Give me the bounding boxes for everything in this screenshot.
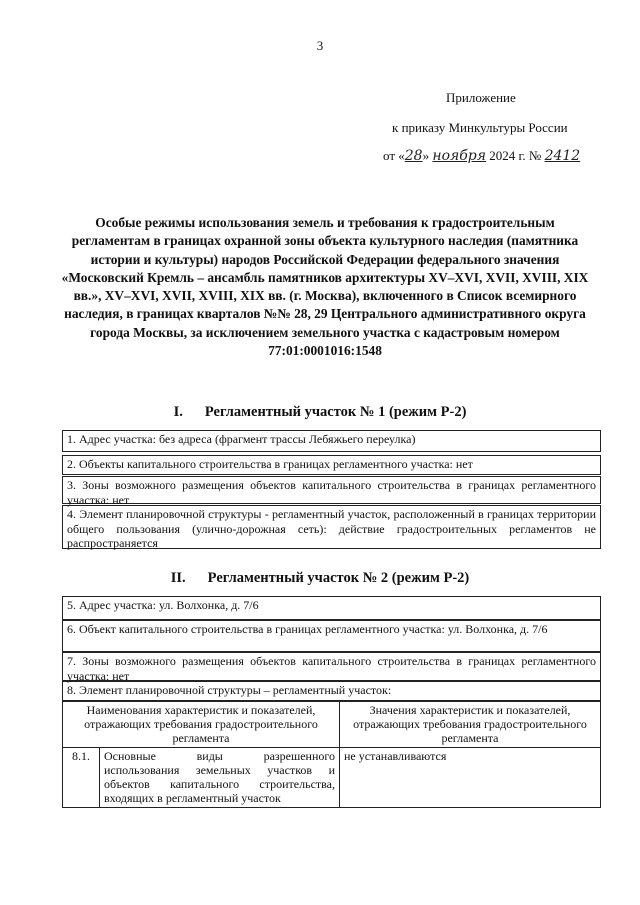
section-2-row-8: 8. Элемент планировочной структуры – регламентный участок:	[62, 681, 601, 701]
table-header-values: Значения характеристик и показателей, отражающих требования градостроительного регламента	[340, 702, 601, 748]
table-row-value: не устанавливаются	[340, 747, 601, 807]
section-1-row-3: 3. Зоны возможного размещения объектов капитального строительства в границах регламентного участка: нет	[62, 476, 601, 504]
order-number: 2412	[544, 148, 581, 164]
section-1-numeral: I.	[173, 404, 183, 420]
date-month: ноября	[432, 148, 487, 164]
section-2-numeral: II.	[170, 570, 186, 586]
section-2-heading	[0, 570, 640, 587]
section-1-heading	[0, 404, 640, 421]
date-mid: »	[422, 148, 430, 163]
date-year: 2024 г. №	[489, 148, 542, 163]
table-row-number: 8.1.	[63, 747, 100, 807]
section-2-row-5: 5. Адрес участка: ул. Волхонка, д. 7/6	[62, 596, 601, 620]
appendix-label: Приложение	[446, 90, 516, 105]
section-2-row-6: 6. Объект капитального строительства в границах регламентного участка: ул. Волхонка, д. 7/6	[62, 620, 601, 652]
section-1-row-1: 1. Адрес участка: без адреса (фрагмент трассы Лебяжьего переулка)	[62, 430, 601, 452]
section-1-title: Регламентный участок № 1 (режим Р-2)	[204, 404, 467, 420]
document-title: Особые режимы использования земель и требования к градостроительным регламентам в границах охранной зоны объекта культурного наследия (памятника истории и культуры) народов Российской Федерации федерального значения «Московский Кремль – ансамбль памятников архитектуры XV–XVI, XVII, XVIII, XIX вв.», XV–XVI, XVII, XVIII, XIX вв. (г. Москва), включенного в Список всемирного наследия, в границах кварталов №№ 28, 29 Центрального административного округа города Москвы, за исключением земельного участка с кадастровым номером 77:01:0001016:1548	[61, 215, 589, 359]
page-number: 3	[316, 38, 324, 53]
date-prefix: от «	[383, 148, 405, 163]
section-1-row-2: 2. Объекты капитального строительства в границах регламентного участка: нет	[62, 455, 601, 475]
date-day: 28	[404, 148, 423, 164]
table-row-name: Основные виды разрешенного использования земельных участков и объектов капитального строительства, входящих в регламентный участок	[100, 747, 340, 807]
section-2-title: Регламентный участок № 2 (режим Р-2)	[207, 570, 470, 586]
appendix-date	[383, 148, 580, 164]
table-header-names: Наименования характеристик и показателей, отражающих требования градостроительного регламента	[63, 702, 340, 748]
section-2-row-7: 7. Зоны возможного размещения объектов капитального строительства в границах регламентного участка: нет	[62, 652, 601, 681]
characteristics-table	[62, 701, 601, 808]
section-1-row-4: 4. Элемент планировочной структуры - регламентный участок, расположенный в границах территории общего пользования (улично-дорожная сеть): действие градостроительных регламентов не распространяется	[62, 505, 601, 549]
appendix-order: к приказу Минкультуры России	[392, 120, 568, 135]
table-row	[63, 747, 601, 807]
table-header-row	[63, 702, 601, 748]
